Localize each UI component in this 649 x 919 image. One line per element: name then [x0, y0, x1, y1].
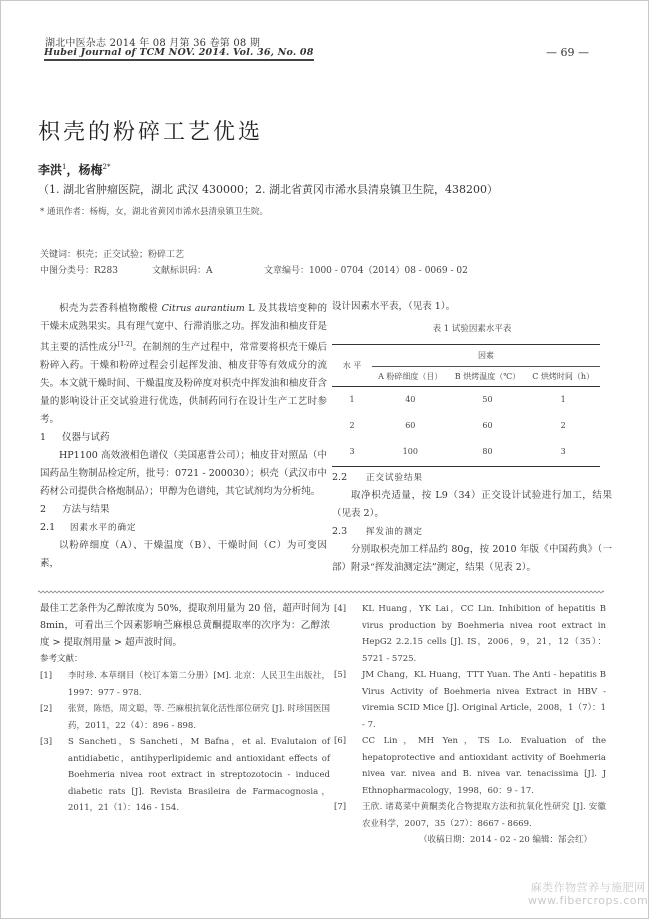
section-heading-1	[40, 429, 327, 447]
author-name: 杨梅	[78, 163, 103, 177]
author-list	[38, 161, 110, 178]
intro-paragraph	[40, 300, 327, 429]
reference-number: [6]	[334, 736, 347, 746]
section-heading-2-3	[332, 523, 612, 541]
reference-text: 王欣. 诸葛菜中黄酮类化合物提取方法和抗氧化性研究 [J]. 安徽农业科学，2007，35（27）：8667 - 8669.	[362, 802, 606, 829]
table-column-header: C 烘烤时间（h）	[532, 371, 595, 381]
table-column-header: A 粉碎细度（目）	[378, 371, 443, 381]
document-code: 文献标识码：A	[152, 266, 213, 276]
reference-item	[334, 601, 606, 667]
table-cell: 60	[405, 420, 416, 430]
body-right-column	[332, 298, 612, 577]
reference-item	[40, 701, 330, 734]
author-separator: ，	[66, 163, 79, 177]
table-cell: 80	[482, 447, 493, 457]
continued-text: 设计因素水平表，（见表 1）。	[332, 301, 456, 312]
article-metadata	[40, 263, 468, 276]
affiliations: （1. 湖北省肿瘤医院，湖北 武汉 430000；2. 湖北省黄冈市浠水县清泉镇卫生院，438200）	[38, 183, 498, 196]
table-level-header: 水 平	[332, 345, 372, 387]
reference-text: JM Chang，KL Huang，TTT Yuan. The Anti - hepatitis B Virus Activity of Boehmeria nivea Extract in HBV - viremia SCID Mice [J]. Original Article，2008，1（7）：1 - 7.	[362, 670, 606, 730]
intro-text: 。在制剂的生产过程中，常常要将枳壳干燥后粉碎入药。干燥和粉碎过程会引起挥发油、柚皮苷等有效成分的流失。本文就干燥时间、干燥温度及粉碎度对枳壳中挥发油和柚皮苷含量的影响设计正交试验进行优选，供制药同行在设计生产工艺时参考。	[40, 342, 327, 426]
received-date-editor: （收稿日期：2014 - 02 - 20 编辑：郜会红）	[418, 835, 592, 845]
section-heading-2-1	[40, 519, 327, 537]
table-cell-level: 1	[349, 394, 355, 404]
reference-item	[334, 799, 606, 832]
table-row	[332, 387, 600, 413]
corresponding-author: * 通讯作者：杨梅，女，湖北省黄冈市浠水县清泉镇卫生院。	[40, 207, 268, 217]
body-left-column	[40, 300, 327, 573]
table-cell-level: 2	[349, 420, 355, 430]
intro-text: L 及其栽培变种的干燥未成熟果实。具有理气宽中、行滞消胀之功。挥发油和柚皮苷是其主要的活性成分	[40, 303, 327, 354]
lower-right-column	[334, 601, 606, 848]
section-2-2-text: 取净枳壳适量，按 L9（34）正交设计试验进行加工，结果（见表 2）。	[332, 490, 612, 519]
reference-item	[40, 668, 330, 701]
section-1-text: HP1100 高效液相色谱仪（美国惠普公司）；柚皮苷对照品（中国药品生物制品检定所，批号：0721 - 200030）；枳壳（武汉市中药材公司提供合格炮制品）；甲醇为色谱纯，其它试剂均为分析纯。	[40, 450, 327, 498]
reference-number: [4]	[334, 604, 347, 614]
watermark	[528, 881, 648, 907]
section-number: 2	[40, 504, 47, 516]
section-title: 因素水平的确定	[70, 523, 137, 534]
reference-item	[40, 734, 330, 817]
table-cell: 1	[560, 394, 566, 404]
reference-number: [2]	[40, 704, 53, 714]
table-1	[332, 344, 600, 467]
journal-header-cn: 湖北中医杂志 2014 年 08 月第 36 卷第 08 期	[45, 38, 261, 49]
journal-header-en: Hubei Journal of TCM NOV. 2014. Vol. 36, No. 08	[44, 47, 314, 61]
reference-text: 李时珍. 本草纲目（校订本第二分册）[M]. 北京：人民卫生出版社，1997：977 - 978.	[68, 671, 330, 698]
section-title: 方法与结果	[62, 504, 110, 516]
section-title: 仪器与试药	[62, 432, 110, 444]
reference-text: S Sancheti，S Sancheti，M Bafna，et al. Evalutaion of antidiabetic，antihyperlipidemic and antioxidant effects of Boehmeria nivea root extract in streptozotocin - induced diabetic rats [J]. Revista Brasileira de Farmacognosia，2011，21（1）：146 - 154.	[68, 737, 330, 813]
author-affiliation-mark: 1	[62, 163, 67, 171]
section-divider	[38, 590, 604, 594]
reference-number: [5]	[334, 670, 347, 680]
conclusion-text: 最佳工艺条件为乙醇浓度为 50%，提取剂用量为 20 倍，超声时间为 8min，可看出三个因素影响苎麻根总黄酮提取率的次序为：乙醇浓度 > 提取剂用量 > 超声波时间。	[40, 603, 330, 648]
section-number: 2.3	[332, 526, 348, 537]
table-cell: 3	[560, 447, 566, 457]
table-row	[332, 439, 600, 467]
latin-name: Citrus aurantium	[161, 303, 245, 314]
clc-number: 中图分类号：R283	[40, 266, 118, 276]
article-number: 文章编号：1000 - 0704（2014）08 - 0069 - 02	[264, 266, 468, 276]
table-column-header: B 烘烤温度（℃）	[454, 371, 521, 381]
reference-item	[334, 733, 606, 799]
author-affiliation-mark: 2*	[102, 163, 111, 171]
table-cell: 2	[560, 420, 566, 430]
intro-text: 枳壳为芸香科植物酸橙	[59, 303, 162, 314]
reference-text: KL Huang，YK Lai，CC Lin. Inhibition of hepatitis B virus production by Boehmeria nivea root extract in HepG2 2.2.15 cells [J]. IS，2006，9，21，12（35）：5721 - 5725.	[362, 604, 606, 664]
section-title: 挥发油的测定	[366, 527, 424, 537]
reference-number: [1]	[40, 671, 53, 681]
citation: [1-2]	[117, 341, 133, 348]
reference-number: [7]	[334, 802, 347, 812]
table-cell: 100	[402, 447, 418, 457]
table-cell: 60	[482, 420, 493, 430]
references-heading: 参考文献：	[40, 654, 83, 664]
keywords: 关键词：枳壳；正交试验；粉碎工艺	[40, 250, 185, 260]
section-2-3-text: 分别取枳壳加工样品约 80g，按 2010 年版《中国药典》（一部）附录“挥发油测定法”测定，结果（见表 2）。	[332, 544, 612, 573]
section-heading-2	[40, 501, 327, 519]
table-cell: 40	[405, 394, 416, 404]
section-2-1-text: 以粉碎细度（A）、干燥温度（B）、干燥时间（C）为可变因素，	[40, 540, 327, 570]
reference-number: [3]	[40, 737, 53, 747]
table-cell-level: 3	[349, 447, 355, 457]
table-cell: 50	[482, 394, 493, 404]
reference-item	[334, 667, 606, 733]
article-title: 枳壳的粉碎工艺优选	[38, 120, 264, 145]
table-factor-group-header: 因素	[372, 345, 600, 367]
section-heading-2-2	[332, 469, 612, 487]
page-number: — 69 —	[546, 46, 589, 59]
watermark-url: www.fibercrops.com	[528, 894, 649, 907]
reference-text: 张贤，陈悟，周文聪，等. 苎麻根抗氧化活性部位研究 [J]. 时珍国医国药，2011，22（4）：896 - 898.	[68, 704, 330, 731]
section-number: 1	[40, 432, 47, 444]
table-1-caption: 表 1 试验因素水平表	[432, 324, 512, 334]
lower-left-column	[40, 600, 330, 817]
section-number: 2.2	[332, 472, 348, 483]
section-number: 2.1	[40, 522, 56, 534]
section-title: 正交试验结果	[366, 473, 424, 483]
table-row	[332, 413, 600, 439]
reference-text: CC Lin，MH Yen，TS Lo. Evaluation of the hepatoprotective and antioxidant activity of Boehmeria nivea var. nivea and B. nivea var. tenacissima [J]. J Ethnopharmacology，1998，60：9 - 17.	[362, 736, 606, 796]
watermark-site-name: 麻类作物营养与施肥网	[530, 881, 646, 894]
author-name: 李洪	[38, 163, 63, 177]
